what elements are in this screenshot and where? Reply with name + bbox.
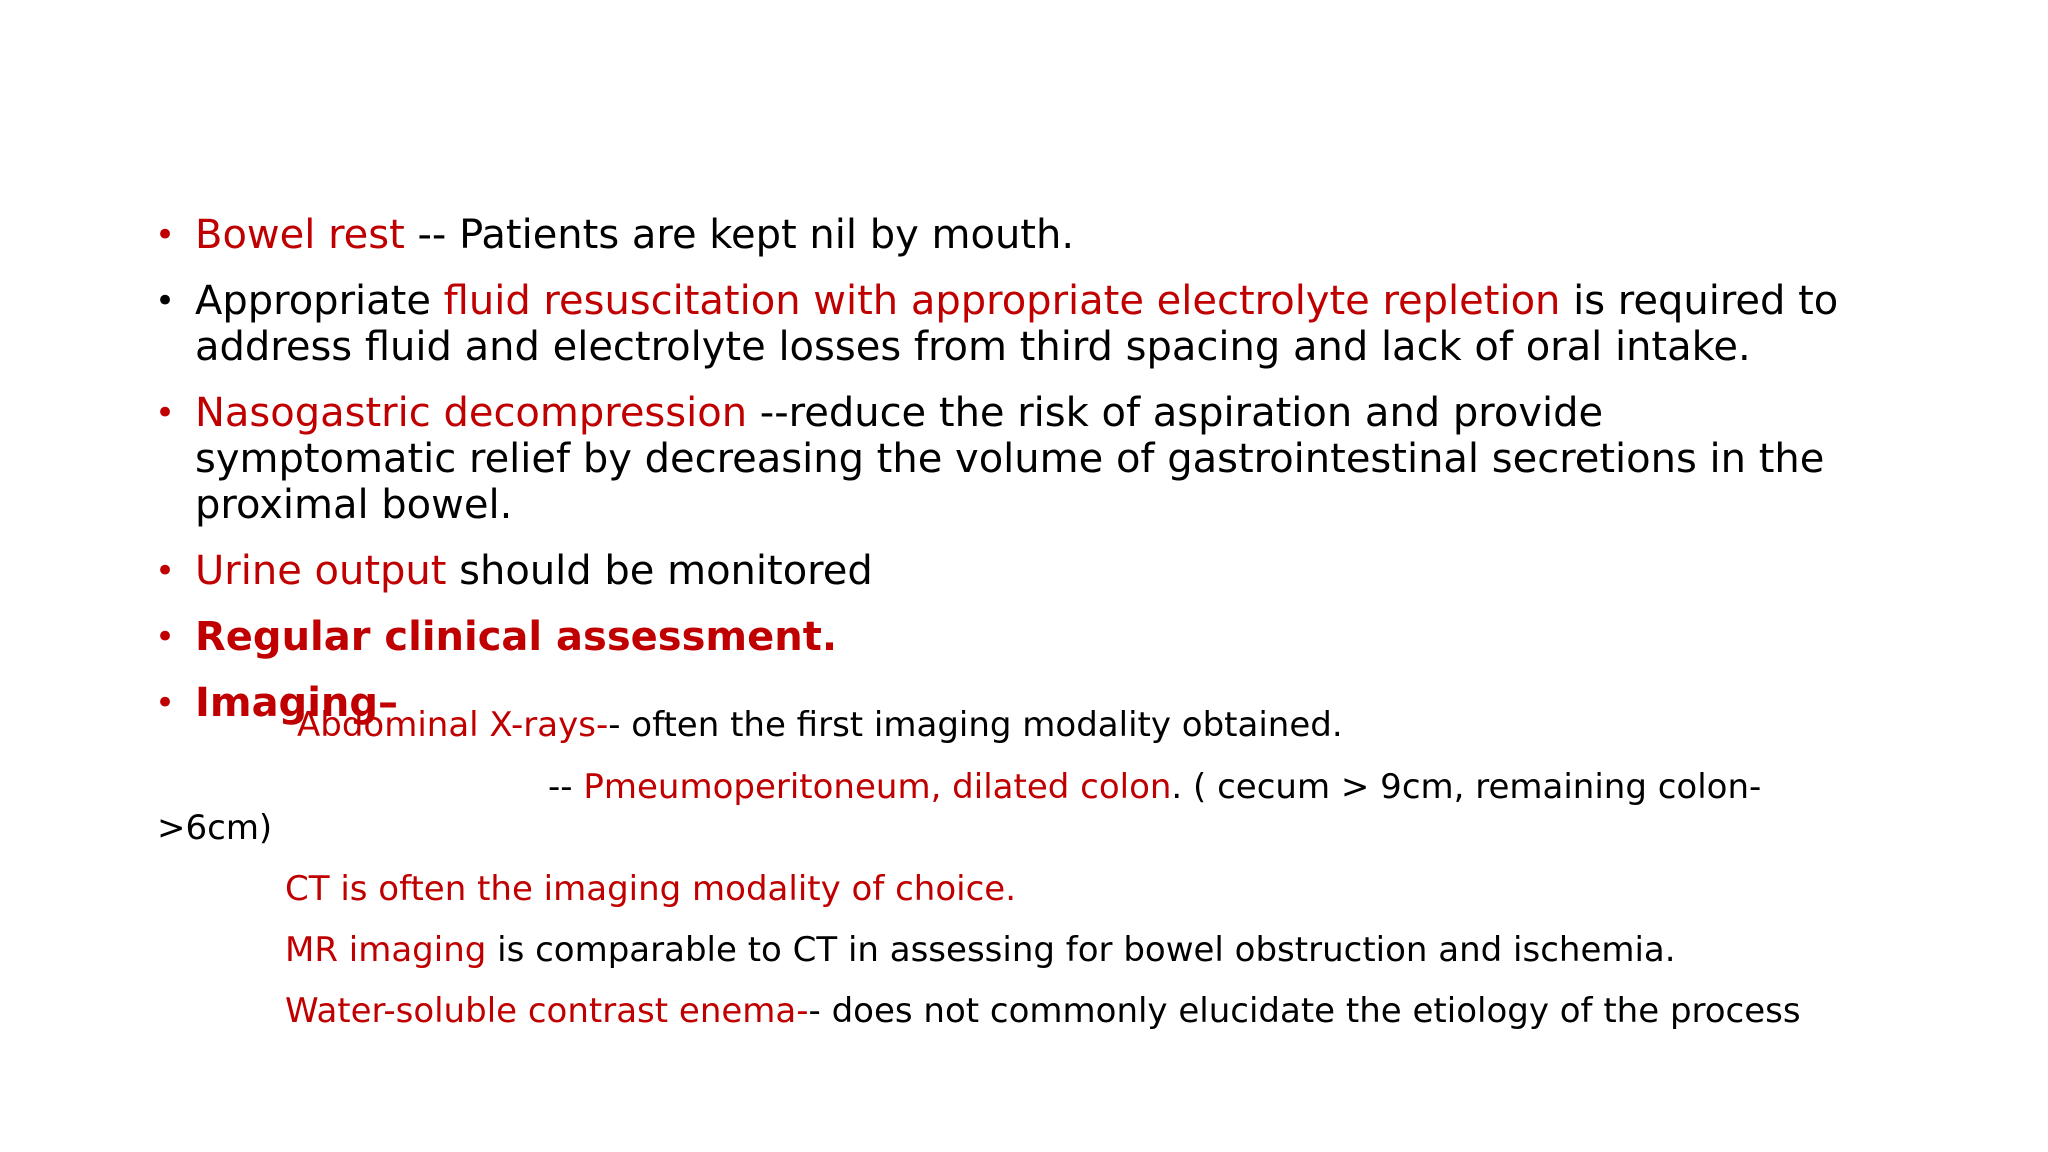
enema-text: - does not commonly elucidate the etiology of the process — [808, 991, 1801, 1031]
bullet-text: --reduce the risk of aspiration and provide symptomatic relief by decreasing the volume of gastrointestinal secretions in the proximal bowel. — [195, 390, 1825, 528]
enema-label: Water-soluble contrast enema- — [285, 991, 809, 1031]
bullet-dot-icon: • — [155, 281, 176, 321]
bullet-text: -- Patients are kept nil by mouth. — [404, 212, 1075, 258]
imaging-mr-line — [285, 930, 1676, 970]
bullet-urine-output — [153, 548, 1873, 594]
bullet-text: should be monitored — [446, 548, 873, 594]
findings-label: Pmeumoperitoneum, dilated colon — [583, 767, 1172, 807]
bullet-highlight: Imaging– — [195, 680, 399, 726]
xray-label: Abdominal X-rays- — [297, 705, 609, 745]
mr-text: is comparable to CT in assessing for bowel obstruction and ischemia. — [486, 930, 1676, 970]
bullet-highlight: fluid resuscitation with appropriate electrolyte repletion — [443, 278, 1561, 324]
bullet-fluid-resuscitation — [153, 278, 1873, 370]
bullet-highlight: Nasogastric decompression — [195, 390, 748, 436]
imaging-findings-wrap — [157, 808, 272, 848]
imaging-xray-line — [297, 705, 1343, 745]
xray-text: - often the first imaging modality obtained. — [608, 705, 1343, 745]
findings-wrap-text: >6cm) — [157, 808, 273, 848]
bullet-nasogastric — [153, 390, 1873, 528]
bullet-highlight: Regular clinical assessment. — [195, 614, 838, 660]
bullet-dot-icon: • — [155, 617, 176, 657]
bullet-list — [153, 212, 1873, 746]
findings-prefix: -- — [548, 767, 584, 807]
bullet-dot-icon: • — [155, 215, 176, 255]
bullet-text-pre: Appropriate — [195, 278, 444, 324]
mr-label: MR imaging — [285, 930, 487, 970]
bullet-highlight: Urine output — [195, 548, 447, 594]
ct-label: CT is often the imaging modality of choice. — [285, 869, 1017, 909]
imaging-findings-line — [548, 767, 1761, 807]
bullet-text: is required to address fluid and electrolyte losses from third spacing and lack of oral intake. — [195, 278, 1839, 370]
bullet-dot-icon: • — [155, 393, 176, 433]
bullet-bowel-rest — [153, 212, 1873, 258]
bullet-highlight: Bowel rest — [195, 212, 405, 258]
imaging-enema-line — [285, 991, 1801, 1031]
bullet-clinical-assessment — [153, 614, 1873, 660]
findings-text: . ( cecum > 9cm, remaining colon- — [1171, 767, 1762, 807]
bullet-dot-icon: • — [155, 551, 176, 591]
imaging-ct-line — [285, 869, 1016, 909]
bullet-dot-icon: • — [155, 683, 176, 723]
